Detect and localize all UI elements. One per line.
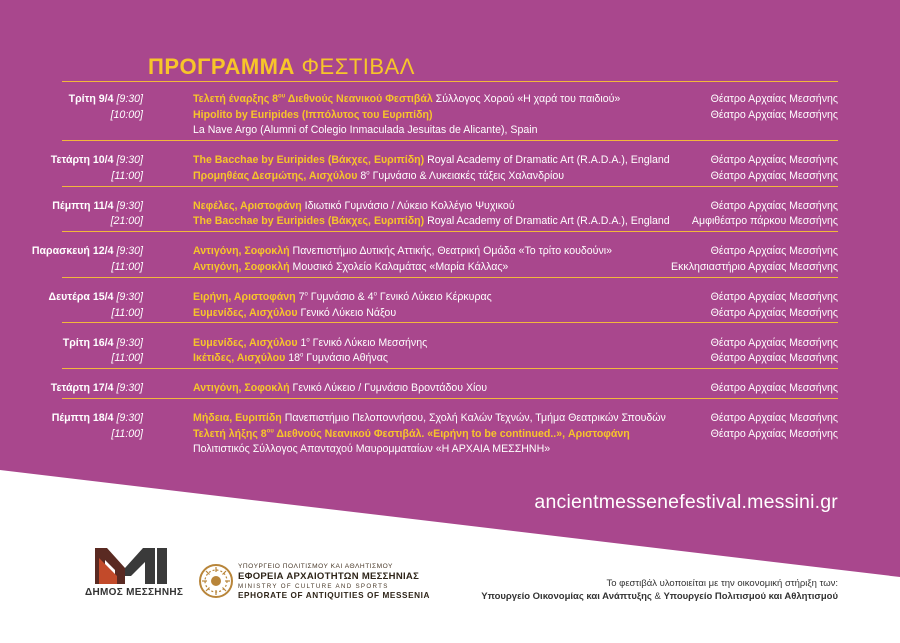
event-performer: ο: [366, 170, 370, 177]
event-performer: Πολιτιστικός Σύλλογος Απανταχού Μαυρομματαίων «Η ΑΡΧΑΙΑ ΜΕΣΣΗΝΗ»: [193, 443, 551, 456]
schedule-day-time: [108, 260, 143, 275]
schedule-event: [193, 411, 673, 426]
schedule-row: [0, 153, 900, 168]
event-performer: ο: [373, 291, 377, 298]
event-performer: ο: [304, 291, 308, 298]
schedule-venue: Θέατρο Αρχαίας Μεσσήνης: [710, 336, 838, 349]
schedule-venue: Θέατρο Αρχαίας Μεσσήνης: [710, 199, 838, 212]
funding-line-2: [481, 590, 838, 603]
funding-note: [481, 577, 838, 603]
dimos-name: ΔΗΜΟΣ ΜΕΣΣΗΝΗΣ: [85, 587, 184, 598]
schedule-event: [193, 351, 673, 366]
schedule-time: [11:00]: [111, 352, 143, 365]
schedule-row: [0, 381, 900, 396]
schedule-day: Πέμπτη 11/4: [52, 199, 114, 212]
event-title: Προμηθέας Δεσμώτης, Αισχύλου: [193, 169, 358, 182]
schedule-time: [11:00]: [111, 306, 143, 319]
schedule-row: [0, 427, 900, 442]
schedule-time: [9:30]: [116, 382, 143, 395]
schedule-event: [193, 381, 673, 396]
day-separator: [62, 277, 838, 278]
schedule-event: [193, 427, 673, 442]
event-performer: Ιδιωτικό Γυμνάσιο / Λύκειο Κολλέγιο Ψυχικού: [301, 199, 515, 212]
event-title: Νεφέλες, Αριστοφάνη: [193, 199, 302, 212]
schedule-venue: Θέατρο Αρχαίας Μεσσήνης: [710, 291, 838, 303]
schedule-row: [0, 108, 900, 123]
event-title: Μήδεια, Ευριπίδη: [193, 412, 282, 425]
day-separator: [62, 186, 838, 187]
schedule-time: [9:30]: [116, 199, 143, 212]
schedule-day-time: [108, 306, 143, 321]
schedule-time: [11:00]: [111, 427, 143, 440]
schedule-event: [193, 108, 673, 123]
ephorate-logo: [198, 563, 431, 603]
schedule-venue: Θέατρο Αρχαίας Μεσσήνης: [710, 108, 838, 121]
schedule-venue: Εκκλησιαστήριο Αρχαίας Μεσσήνης: [671, 261, 838, 273]
page-title: [148, 54, 415, 80]
schedule-time: [9:30]: [116, 154, 143, 167]
schedule-day: Παρασκευή 12/4: [31, 245, 114, 258]
schedule-event: [193, 260, 673, 275]
event-performer: Royal Academy of Dramatic Art (R.A.D.A.), England: [424, 215, 670, 228]
schedule-venue: Θέατρο Αρχαίας Μεσσήνης: [710, 169, 838, 182]
event-title: Hipolito by Euripides (Ιππόλυτος του Ευριπίδη): [193, 108, 433, 121]
day-separator: [62, 140, 838, 141]
funding-amp: &: [651, 591, 664, 602]
event-title: The Bacchae by Euripides (Βάκχες, Ευριπίδη): [193, 215, 425, 228]
event-title: Ικέτιδες, Αισχύλου: [193, 352, 286, 365]
schedule-row: [0, 411, 900, 426]
event-performer: Γενικό Λύκειο / Γυμνάσιο Βροντάδου Χίου: [289, 382, 488, 395]
schedule-row: [0, 442, 900, 457]
schedule-event: [193, 92, 673, 107]
schedule-venue: Θέατρο Αρχαίας Μεσσήνης: [710, 93, 838, 105]
schedule-day-time: [108, 214, 143, 229]
event-performer: Γενικό Λύκειο Μεσσήνης: [309, 336, 428, 349]
title-underline: [62, 81, 838, 82]
ephorate-line-3: MINISTRY OF CULTURE AND SPORTS: [238, 583, 389, 590]
schedule-row: [0, 260, 900, 275]
schedule-day-time: [108, 108, 143, 123]
event-performer: ο: [306, 337, 310, 344]
schedule-row: [0, 351, 900, 366]
schedule-time: [21:00]: [110, 215, 143, 228]
schedule-time: [11:00]: [111, 169, 143, 182]
title-bold: ΠΡΟΓΡΑΜΜΑ: [148, 54, 295, 79]
event-title: Τελετή λήξης 8: [193, 427, 267, 440]
event-performer: Πανεπιστήμιο Δυτικής Αττικής, Θεατρική Ομάδα «Το τρίτο κουδούνι»: [289, 245, 613, 258]
event-performer: Πανεπιστήμιο Πελοποννήσου, Σχολή Καλών Τεχνών, Τμήμα Θεατρικών Σπουδών: [281, 412, 666, 425]
event-performer: Σύλλογος Χορού «Η χαρά του παιδιού»: [432, 93, 621, 105]
schedule-row: [0, 214, 900, 229]
schedule-day-time: [52, 411, 143, 426]
event-performer: Μουσικό Σχολείο Καλαμάτας «Μαρία Κάλλας»: [289, 261, 509, 273]
schedule-day: Πέμπτη 18/4: [51, 412, 114, 425]
funding-ministry-economy: Υπουργείο Οικονομίας και Ανάπτυξης: [481, 591, 652, 602]
schedule-day-time: [108, 351, 143, 366]
event-title: Ευμενίδες, Αισχύλου: [193, 336, 298, 349]
schedule-event: [193, 290, 673, 305]
event-performer: 8: [357, 169, 367, 182]
schedule-row: [0, 306, 900, 321]
schedule-venue: Θέατρο Αρχαίας Μεσσήνης: [710, 352, 838, 365]
event-performer: Royal Academy of Dramatic Art (R.A.D.A.), England: [424, 154, 670, 167]
event-title: ου: [266, 428, 274, 435]
event-performer: La Nave Argo (Alumni of Colegio Inmaculada Jesuitas de Alicante), Spain: [193, 124, 538, 137]
schedule-event: [193, 214, 673, 229]
schedule-event: [193, 442, 753, 457]
schedule-venue: Θέατρο Αρχαίας Μεσσήνης: [710, 245, 838, 258]
event-title: Διεθνούς Νεανικού Φεστιβάλ: [285, 93, 433, 105]
event-performer: 18: [285, 352, 300, 365]
event-performer: Γυμνάσιο & Λυκειακές τάξεις Χαλανδρίου: [369, 169, 565, 182]
schedule-venue: Θέατρο Αρχαίας Μεσσήνης: [710, 154, 838, 167]
schedule-day: Τετάρτη 10/4: [50, 154, 114, 167]
schedule-venue: Αμφιθέατρο πάρκου Μεσσήνης: [691, 215, 838, 228]
event-title: The Bacchae by Euripides (Βάκχες, Ευριπίδη): [193, 154, 425, 167]
event-performer: Γενικό Λύκειο Νάξου: [297, 306, 397, 319]
schedule-row: [0, 336, 900, 351]
ephorate-emblem-icon: [198, 563, 234, 599]
schedule-event: [193, 306, 673, 321]
schedule-day: Δευτέρα 15/4: [48, 291, 114, 303]
schedule-row: [0, 123, 900, 138]
schedule-row: [0, 92, 900, 107]
schedule-day: Τετάρτη 17/4: [50, 382, 114, 395]
schedule-row: [0, 169, 900, 184]
event-title: Τελετή έναρξης 8: [193, 93, 279, 105]
day-separator: [62, 398, 838, 399]
day-separator: [62, 368, 838, 369]
schedule-venue: Θέατρο Αρχαίας Μεσσήνης: [710, 427, 838, 440]
schedule-event: [193, 199, 673, 214]
funding-line-1: Το φεστιβάλ υλοποιείται με την οικονομική στήριξη των:: [606, 578, 838, 589]
schedule-row: [0, 290, 900, 305]
ephorate-line-4: EPHORATE OF ANTIQUITIES OF MESSENIA: [238, 591, 431, 600]
schedule-event: [193, 244, 673, 259]
schedule-event: [193, 123, 753, 138]
schedule-venue: Θέατρο Αρχαίας Μεσσήνης: [710, 412, 838, 425]
event-performer: Γενικό Λύκειο Κέρκυρας: [376, 291, 492, 303]
ephorate-line-2: ΕΦΟΡΕΙΑ ΑΡΧΑΙΟΤΗΤΩΝ ΜΕΣΣΗΝΙΑΣ: [238, 571, 420, 582]
schedule-event: [193, 336, 673, 351]
schedule-day-time: [108, 427, 143, 442]
schedule-venue: Θέατρο Αρχαίας Μεσσήνης: [710, 306, 838, 319]
day-separator: [62, 322, 838, 323]
event-performer: 7: [295, 291, 305, 303]
schedule-day: Τρίτη 9/4: [68, 93, 114, 105]
dimos-messinis-logo: [85, 548, 184, 598]
event-performer: Γυμνάσιο & 4: [307, 291, 374, 303]
schedule-day-time: [69, 92, 143, 107]
schedule-time: [9:30]: [116, 93, 143, 105]
event-title: Ειρήνη, Αριστοφάνη: [193, 291, 296, 303]
schedule-time: [9:30]: [116, 245, 143, 258]
schedule-time: [9:30]: [116, 412, 143, 425]
day-separator: [62, 231, 838, 232]
funding-ministry-culture: Υπουργείο Πολιτισμού και Αθλητισμού: [663, 591, 838, 602]
schedule-row: [0, 244, 900, 259]
event-performer: Γυμνάσιο Αθήνας: [303, 352, 388, 365]
schedule-time: [11:00]: [111, 261, 143, 273]
schedule-day-time: [51, 153, 143, 168]
schedule-time: [10:00]: [110, 108, 143, 121]
event-performer: ο: [300, 352, 304, 359]
festival-url-link[interactable]: ancientmessenefestival.messini.gr: [534, 491, 838, 513]
event-title: Διεθνούς Νεανικού Φεστιβάλ. «Ειρήνη to be continued..», Αριστοφάνη: [273, 427, 630, 440]
event-title: Αντιγόνη, Σοφοκλή: [193, 382, 290, 395]
schedule-day-time: [49, 290, 143, 305]
event-title: Αντιγόνη, Σοφοκλή: [193, 245, 290, 258]
event-performer: 1: [297, 336, 307, 349]
event-title: Αντιγόνη, Σοφοκλή: [193, 261, 290, 273]
schedule-venue: Θέατρο Αρχαίας Μεσσήνης: [710, 382, 838, 395]
schedule-row: [0, 199, 900, 214]
schedule-time: [9:30]: [116, 336, 143, 349]
event-title: Ευμενίδες, Αισχύλου: [193, 306, 298, 319]
schedule-event: [193, 169, 673, 184]
schedule-day-time: [63, 336, 143, 351]
schedule-event: [193, 153, 673, 168]
schedule-day: Τρίτη 16/4: [62, 336, 114, 349]
schedule-day-time: [51, 381, 143, 396]
schedule-time: [9:30]: [116, 291, 143, 303]
title-light: ΦΕΣΤΙΒΑΛ: [301, 54, 415, 79]
schedule-day-time: [52, 199, 143, 214]
schedule-day-time: [108, 169, 143, 184]
ephorate-line-1: ΥΠΟΥΡΓΕΙΟ ΠΟΛΙΤΙΣΜΟΥ ΚΑΙ ΑΘΛΗΤΙΣΜΟΥ: [238, 563, 393, 570]
dimos-monogram-icon: [95, 548, 171, 584]
schedule-day-time: [32, 244, 143, 259]
event-title: ου: [278, 93, 286, 100]
